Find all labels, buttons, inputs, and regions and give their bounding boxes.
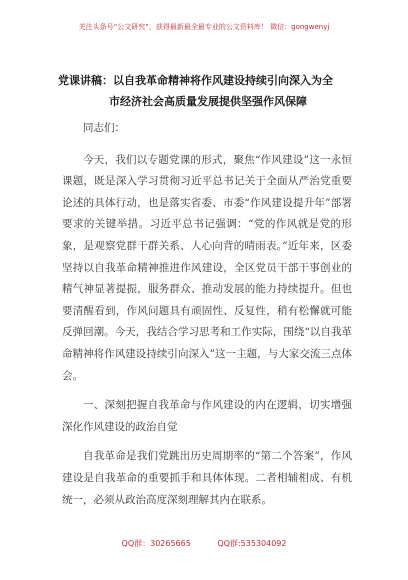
footer-qq-group-1: QQ群：30265665 bbox=[121, 539, 191, 548]
paragraph-section-1: 自我革命是我们党跳出历史周期率的“第二个答案”，作风建设是自我革命的重要抓手和具体体现。二者相辅相成、有机统一，必须从政治高度深刻理解其内在联系。 bbox=[62, 450, 352, 506]
footer-contact bbox=[0, 538, 408, 549]
title-line-1: 党课讲稿：以自我革命精神将作风建设持续引向深入为全 bbox=[58, 74, 333, 87]
paragraph-intro: 今天，我们以专题党课的形式，聚焦“作风建设”这一永恒课题，既是深入学习贯彻习近平总书记关于全面从严治党重要论述的具体行动，也是落实省委、市委“作风建设提升年”部署要求的关键举措。习近平总书记强调：“党的作风就是党的形象，是观察党群干群关系、人心向背的晴雨表。”近年来，区委坚持以自我革命精神推进作风建设，全区党员干部干事创业的精气神显著提振，服务群众、推动发展的能力持续提升。但也要清醒看到，作风问题具有顽固性、反复性，稍有松懈就可能反弹回潮。今天，我结合学习思考和工作实际，围绕“以自我革命精神将作风建设持续引向深入”这一主题，与大家交流三点体会。 bbox=[62, 153, 352, 382]
header-promo-note: 关注头条号“公文研究”，获得最新最全最专业的公文资料库！ 微信：gongwenyj bbox=[78, 23, 330, 31]
title-line-2: 市经济社会高质量发展提供坚强作风保障 bbox=[109, 95, 307, 108]
document-title bbox=[58, 70, 358, 112]
salutation: 同志们： bbox=[83, 122, 125, 134]
footer-qq-group-2: QQ群:535304092 bbox=[217, 539, 287, 548]
document-body bbox=[62, 118, 352, 511]
section-heading-1: 一、深刻把握自我革命与作风建设的内在逻辑，切实增强深化作风建设的政治自觉 bbox=[62, 399, 352, 433]
